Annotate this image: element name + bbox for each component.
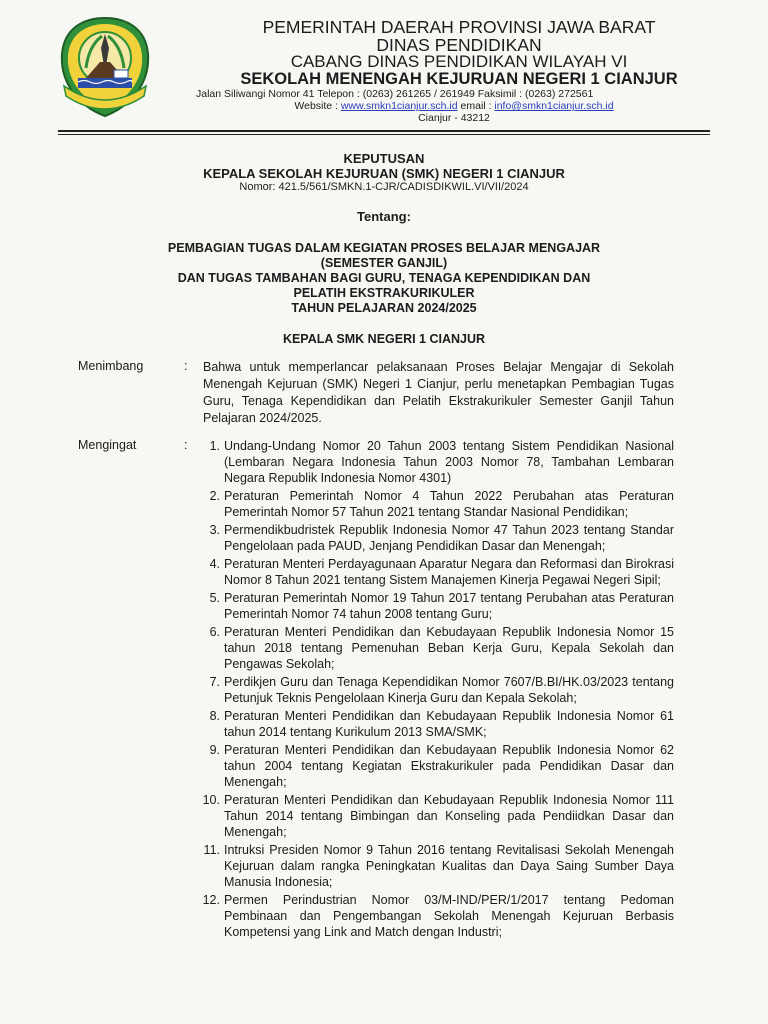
list-item-number: 1. <box>209 439 220 453</box>
list-item <box>196 624 674 672</box>
list-item <box>196 674 674 706</box>
letterhead-government: PEMERINTAH DAERAH PROVINSI JAWA BARAT <box>262 17 656 37</box>
list-item-number: 8. <box>209 709 220 723</box>
menimbang-text: Bahwa untuk memperlancar pelaksanaan Proses Belajar Mengajar di Sekolah Menengah Kejuruan (SMK) Negeri 1 Cianjur, perlu menetapkan Pembagian Tugas Guru, Tenaga Kependidikan dan Pelatih Ekstrakurikuler Semester Ganjil Tahun Pelajaran 2024/2025. <box>203 360 674 425</box>
list-item <box>196 842 674 890</box>
list-item-number: 2. <box>209 489 220 503</box>
list-item-text: Permen Perindustrian Nomor 03/M-IND/PER/1/2017 tentang Pedoman Pembinaan dan Pengembangan Sekolah Menengah Kejuruan Berbasis Kompetensi yang Link and Match dengan Industri; <box>224 893 674 939</box>
website-link[interactable]: www.smkn1cianjur.sch.id <box>340 100 458 112</box>
list-item <box>196 556 674 588</box>
decree-head-title: KEPALA SMK NEGERI 1 CIANJUR <box>282 332 486 346</box>
list-item-number: 10. <box>202 793 220 807</box>
list-item <box>196 522 674 554</box>
letterhead-rule-thick <box>58 130 710 132</box>
list-item-number: 11. <box>203 843 220 857</box>
list-item <box>196 488 674 520</box>
list-item-text: Perdikjen Guru dan Tenaga Kependidikan Nomor 7607/B.BI/HK.03/2023 tentang Petunjuk Teknis Pengelolaan Kinerja Guru dan Kepala Sekolah; <box>224 675 674 705</box>
list-item-text: Peraturan Pemerintah Nomor 19 Tahun 2017 tentang Perubahan atas Peraturan Pemerintah Nomor 74 tahun 2008 tentang Guru; <box>224 591 674 621</box>
menimbang-colon: : <box>184 359 188 373</box>
list-item-text: Undang-Undang Nomor 20 Tahun 2003 tentang Sistem Pendidikan Nasional (Lembaran Negara Indonesia Tahun 2003 Nomor 78, Tambahan Lembaran Negara Republik Indonesia Nomor 4301) <box>224 439 674 485</box>
menimbang-label: Menimbang <box>78 359 144 373</box>
list-item <box>196 792 674 840</box>
decree-subject-line: TAHUN PELAJARAN 2024/2025 <box>291 301 477 315</box>
list-item-text: Permendikbudristek Republik Indonesia Nomor 47 Tahun 2023 tentang Standar Pengelolaan pada PAUD, Jenjang Pendidikan Dasar dan Menengah; <box>224 523 674 553</box>
list-item <box>196 708 674 740</box>
decree-issuer: KEPALA SEKOLAH KEJURUAN (SMK) NEGERI 1 CIANJUR <box>203 166 565 181</box>
list-item-text: Peraturan Menteri Pendidikan dan Kebudayaan Republik Indonesia Nomor 15 tahun 2018 tentang Pemenuhan Beban Kerja Guru, Kepala Sekolah dan Pengawas Sekolah; <box>224 625 674 671</box>
list-item-text: Peraturan Menteri Pendidikan dan Kebudayaan Republik Indonesia Nomor 62 tahun 2004 tentang Kegiatan Ekstrakurikuler pada Pendidikan Dasar dan Menengah; <box>224 743 674 789</box>
letterhead-school-name: SEKOLAH MENENGAH KEJURUAN NEGERI 1 CIANJUR <box>240 70 678 88</box>
list-item-number: 4. <box>209 557 220 571</box>
decree-subject-line: (SEMESTER GANJIL) <box>320 256 448 270</box>
list-item-text: Peraturan Menteri Perdayagunaan Aparatur Negara dan Reformasi dan Birokrasi Nomor 8 Tahun 2021 tentang Sistem Manajemen Kinerja Pegawai Negeri Sipil; <box>224 557 674 587</box>
list-item-number: 7. <box>209 675 220 689</box>
list-item-text: Peraturan Pemerintah Nomor 4 Tahun 2022 Perubahan atas Peraturan Pemerintah Nomor 57 Tahun 2021 tentang Standar Nasional Pendidikan; <box>224 489 674 519</box>
mengingat-label: Mengingat <box>78 438 137 452</box>
email-link[interactable]: info@smkn1cianjur.sch.id <box>494 100 614 112</box>
list-item <box>196 438 674 486</box>
list-item <box>196 892 674 940</box>
list-item-number: 3. <box>209 523 220 537</box>
letterhead-address: Jalan Siliwangi Nomor 41 Telepon : (0263) 261265 / 261949 Faksimil : (0263) 272561 <box>196 88 594 100</box>
letterhead-branch: CABANG DINAS PENDIDIKAN WILAYAH VI <box>290 52 628 71</box>
letterhead-contact <box>140 100 768 112</box>
list-item <box>196 742 674 790</box>
website-label: Website : <box>294 100 341 112</box>
decree-title: KEPUTUSAN <box>343 151 425 166</box>
decree-subject-line: PELATIH EKSTRAKURIKULER <box>293 286 475 300</box>
decree-number: Nomor: 421.5/561/SMKN.1-CJR/CADISDIKWIL.VI/VII/2024 <box>239 181 529 193</box>
list-item-text: Peraturan Menteri Pendidikan dan Kebudayaan Republik Indonesia Nomor 111 Tahun 2014 tentang Bimbingan dan Konseling pada Pendiidkan Dasar dan Menengah; <box>224 793 674 839</box>
decree-subject-line: PEMBAGIAN TUGAS DALAM KEGIATAN PROSES BELAJAR MENGAJAR <box>167 241 601 255</box>
list-item-text: Intruksi Presiden Nomor 9 Tahun 2016 tentang Revitalisasi Sekolah Menengah Kejuruan dalam rangka Peningkatan Kualitas dan Daya Saing Sumber Daya Manusia Indonesia; <box>224 843 674 889</box>
email-label: email : <box>457 100 495 112</box>
letterhead-city: Cianjur - 43212 <box>418 112 490 124</box>
decree-subject-line: DAN TUGAS TAMBAHAN BAGI GURU, TENAGA KEPENDIDIKAN DAN <box>177 271 591 285</box>
list-item-number: 6. <box>209 625 220 639</box>
list-item-number: 5. <box>209 591 220 605</box>
letterhead-department: DINAS PENDIDIKAN <box>376 35 542 55</box>
mengingat-colon: : <box>184 438 188 452</box>
list-item <box>196 590 674 622</box>
list-item-number: 9. <box>209 743 220 757</box>
decree-about-label: Tentang: <box>357 209 411 224</box>
letterhead-rule-thin <box>58 134 710 135</box>
list-item-number: 12. <box>202 893 220 907</box>
list-item-text: Peraturan Menteri Pendidikan dan Kebudayaan Republik Indonesia Nomor 61 tahun 2014 tentang Kurikulum 2013 SMA/SMK; <box>224 709 674 739</box>
mengingat-list <box>196 438 674 942</box>
